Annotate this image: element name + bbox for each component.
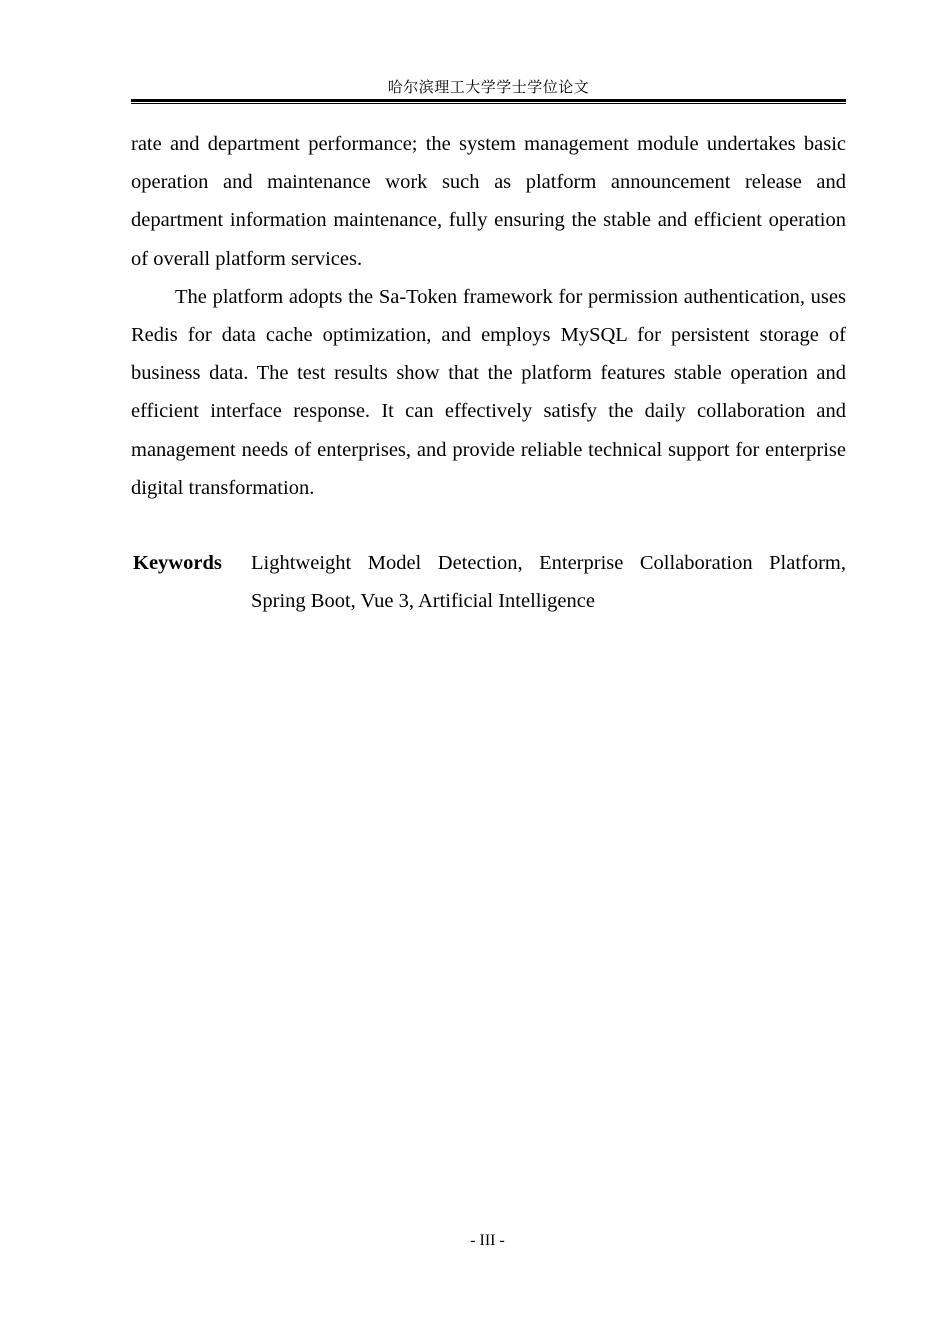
keywords-block	[131, 544, 846, 620]
page-number: - III -	[470, 1232, 505, 1249]
header-double-rule	[131, 99, 846, 105]
abstract-paragraph-2: The platform adopts the Sa-Token framework for permission authentication, uses Redis for data cache optimization, and employs MySQL for persistent storage of business data. The test results show that the platform features stable operation and efficient interface response. It can effectively satisfy the daily collaboration and management needs of enterprises, and provide reliable technical support for enterprise digital transformation.	[131, 285, 846, 499]
keywords-label: Keywords	[133, 552, 222, 574]
header-rule-thick	[131, 99, 846, 102]
running-header: 哈尔滨理工大学学士学位论文	[387, 80, 590, 96]
abstract-body	[131, 125, 846, 507]
header-rule-thin	[131, 103, 846, 104]
keywords-list: Lightweight Model Detection, Enterprise Collaboration Platform, Spring Boot, Vue 3, Artificial Intelligence	[251, 552, 846, 613]
abstract-paragraph-1: rate and department performance; the system management module undertakes basic operation and maintenance work such as platform announcement release and department information maintenance, fully ensuring the stable and efficient operation of overall platform services.	[131, 133, 846, 270]
